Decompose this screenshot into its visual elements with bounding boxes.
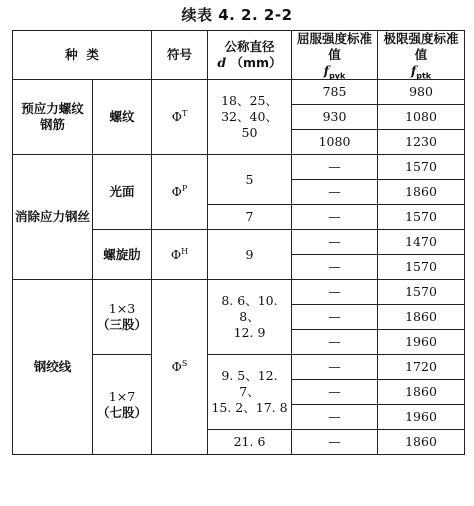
header-diameter	[208, 31, 292, 80]
header-ultimate-sym: f	[410, 63, 417, 78]
yield-value: —	[292, 430, 378, 455]
header-ultimate-label: 极限强度标准值	[383, 31, 459, 62]
header-yield-label: 屈服强度标准值	[296, 31, 372, 62]
ultimate-value: 1860	[378, 380, 465, 405]
header-diameter-unit: （mm）	[230, 55, 282, 70]
table-header-row	[13, 31, 465, 80]
yield-value: —	[292, 380, 378, 405]
ultimate-value: 980	[378, 80, 465, 105]
header-kind: 种 类	[13, 31, 152, 80]
sub-kind-1x3: 1×3 （三股）	[93, 280, 152, 355]
ultimate-value: 1860	[378, 305, 465, 330]
sub-kind-plain: 光面	[93, 155, 152, 230]
diameter-1x7-21-6: 21. 6	[208, 430, 292, 455]
yield-value: —	[292, 205, 378, 230]
yield-value: —	[292, 280, 378, 305]
group-name-strand: 钢绞线	[13, 280, 93, 455]
header-yield-sub: pyk	[329, 71, 346, 81]
symbol-spiral-wire: $\Phi^H$	[152, 230, 208, 280]
sub-kind-spiral-rib: 螺旋肋	[93, 230, 152, 280]
page-title: 续表 4. 2. 2-2	[181, 6, 293, 24]
header-symbol: 符号	[152, 31, 208, 80]
header-ultimate-sub: ptk	[416, 71, 432, 81]
ultimate-value: 1230	[378, 130, 465, 155]
ultimate-value: 1080	[378, 105, 465, 130]
ultimate-value: 1570	[378, 155, 465, 180]
ultimate-value: 1570	[378, 255, 465, 280]
sub-kind-thread: 螺纹	[93, 80, 152, 155]
yield-value: —	[292, 155, 378, 180]
yield-value: 1080	[292, 130, 378, 155]
ultimate-value: 1960	[378, 405, 465, 430]
ultimate-value: 1960	[378, 330, 465, 355]
diameter-1x7: 9. 5、12. 7、 15. 2、17. 8	[208, 355, 292, 430]
table-row	[13, 80, 465, 105]
diameter-1x3: 8. 6、10. 8、 12. 9	[208, 280, 292, 355]
diameter-plain-7: 7	[208, 205, 292, 230]
ultimate-value: 1470	[378, 230, 465, 255]
strength-table	[12, 30, 465, 455]
diameter-plain-5: 5	[208, 155, 292, 205]
sub-kind-1x7: 1×7 （七股）	[93, 355, 152, 455]
yield-value: —	[292, 355, 378, 380]
header-ultimate	[378, 31, 465, 80]
table-row	[13, 155, 465, 180]
yield-value: —	[292, 180, 378, 205]
header-yield-sym: f	[323, 63, 330, 78]
diameter-spiral-9: 9	[208, 230, 292, 280]
ultimate-value: 1860	[378, 180, 465, 205]
ultimate-value: 1570	[378, 205, 465, 230]
yield-value: 785	[292, 80, 378, 105]
group-name-threaded-bar: 预应力螺纹钢筋	[13, 80, 93, 155]
header-yield	[292, 31, 378, 80]
ultimate-value: 1570	[378, 280, 465, 305]
group-name-stress-relieved-wire: 消除应力钢丝	[13, 155, 93, 280]
yield-value: —	[292, 330, 378, 355]
symbol-threaded-bar: $\Phi^T$	[152, 80, 208, 155]
yield-value: 930	[292, 105, 378, 130]
ultimate-value: 1860	[378, 430, 465, 455]
yield-value: —	[292, 230, 378, 255]
yield-value: —	[292, 255, 378, 280]
header-diameter-label: 公称直径	[224, 39, 275, 54]
yield-value: —	[292, 305, 378, 330]
header-diameter-var: d	[217, 55, 227, 70]
ultimate-value: 1720	[378, 355, 465, 380]
diameter-threaded-bar: 18、25、 32、40、 50	[208, 80, 292, 155]
yield-value: —	[292, 405, 378, 430]
symbol-plain-wire: $\Phi^P$	[152, 155, 208, 230]
symbol-strand: $\Phi^S$	[152, 280, 208, 455]
table-row	[13, 280, 465, 305]
